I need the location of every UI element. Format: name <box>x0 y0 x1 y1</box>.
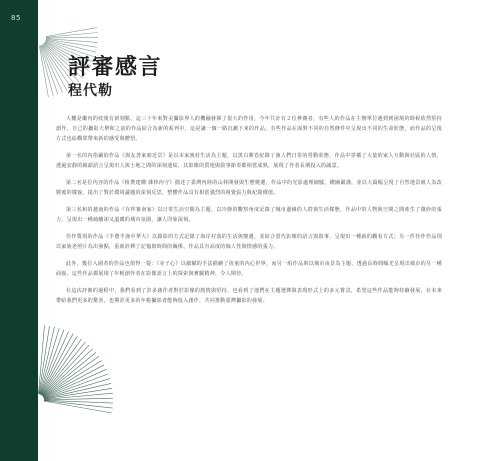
burst-ray <box>44 388 112 399</box>
burst-ray <box>41 336 77 395</box>
burst-ray <box>43 356 99 396</box>
burst-ray <box>40 332 68 395</box>
side-color-band <box>0 0 38 461</box>
burst-ray <box>39 327 54 394</box>
article-paragraph: 大概是繼內的疫後有新刻點，這三十年來對美攝影界人的機融發揮了很大的作用，今年共計有２位參賽者，有些人的作品在主辦單位遇到到困境的時候依然堅持創作，自己的攝影大舉和之前的作品結合為新的系列中，這是讓一個一路沉澱下來的作品。有些作品在面對不同的自然條件中呈現出不同的生命狀態，而作品的呈現方式也給觀眾帶來新的感受與體悟。 <box>56 116 442 142</box>
burst-ray <box>42 339 82 395</box>
article-paragraph: 第二名是位內容的作品《植農建構‧雜林內守》描述了臺灣內陸的山林開發與生態變遷，作品中的光影處理細膩，構圖嚴謹，並以大篇幅呈現了自然地景被人為改變後的樣貌，提出了對於環境議題的深刻反思，整體作品具有相當強烈的視覺張力與紀錄價值。 <box>56 180 442 196</box>
burst-ray <box>44 401 112 413</box>
burst-ray <box>39 325 45 394</box>
burst-ray <box>46 33 98 38</box>
burst-ray <box>44 400 113 403</box>
burst-ray <box>39 326 50 394</box>
burst-ray <box>41 45 62 92</box>
burst-ray <box>42 342 86 396</box>
burst-ray <box>46 39 97 47</box>
burst-ray <box>44 369 107 397</box>
article-paragraph: 此外，幾位入圍者的作品也值得一提：《赤子心》以細膩的手法描繪了孩童的內心世界，而另一組作品則以城市夜景為主題，透過長時間曝光呈現出城市的另一種面貌，這些作品都展現了年輕創作者在影像語言上的探索與實驗精神，令人期待。 <box>56 261 442 277</box>
burst-ray <box>42 45 67 91</box>
burst-ray <box>42 345 89 396</box>
article-paragraph: 第三名和的越南的作品《存拜審南家》以日常生活空間為主題，以冷靜的觀察角度記錄了城市邊緣的人群與生活樣態，作品中的人物與空間之間產生了微妙的張力，呈現出一種疏離卻又溫暖的城市氛圍，讓人印象深刻。 <box>56 207 442 223</box>
burst-ray <box>44 383 111 398</box>
burst-ray <box>46 37 98 38</box>
burst-ray <box>40 330 64 395</box>
page-number: 85 <box>11 14 21 22</box>
burst-ray <box>44 398 113 400</box>
burst-ray <box>42 349 92 396</box>
burst-ray <box>41 334 73 395</box>
burst-ray <box>44 379 110 399</box>
burst-ray <box>42 45 71 88</box>
article-paragraph: 在這次評審的過程中，我們看到了許多創作者對於影像的熱情與堅持，也看到了他們在主題選擇與表現形式上的多元嘗試，希望這些作品能夠持續發展，在未來帶給我們更多的驚喜，也期許更多的年輕攝影者能夠投入創作，共同推動臺灣攝影的發展。 <box>56 288 442 304</box>
burst-ray <box>44 374 109 398</box>
burst-ray <box>43 365 104 397</box>
burst-ray <box>43 352 96 396</box>
article-paragraph: 佳作獎項的作品《半農半漁中華大》以錄影的方式記錄了海岸村落的生活與變遷，並結合當代影像的語言與敘事，呈現出一種新的觀看方式；另一件佳作作品則以家族老照片為出發點，重新詮釋了記憶與時間的關係，作品具有高度的個人性與情感的張力。 <box>56 234 442 250</box>
burst-ray <box>39 46 48 97</box>
article-paragraph: 第一名的內指爾的作品《與友善家朋近景》是以本家漁村生活為主題，以黑白膠卷紀錄了漁人們日常的勞動狀態，作品中穿插了大量的家人互動與社區的人情，透過安靜的鏡頭語言呈現出人與土地之間的深刻連結，其影像的質地與敘事節奏都相當成熟，展現了作者長期投入的誠意。 <box>56 153 442 169</box>
article-author: 程代勒 <box>68 83 113 99</box>
burst-ray <box>41 46 58 95</box>
burst-ray <box>40 328 60 394</box>
burst-ray <box>46 28 97 37</box>
article-title: 評審感言 <box>68 54 163 80</box>
burst-ray <box>46 39 98 43</box>
article-body <box>56 114 442 313</box>
burst-ray <box>40 46 53 96</box>
burst-ray <box>44 393 113 399</box>
burst-ray <box>43 361 102 397</box>
burst-ray <box>44 401 113 409</box>
